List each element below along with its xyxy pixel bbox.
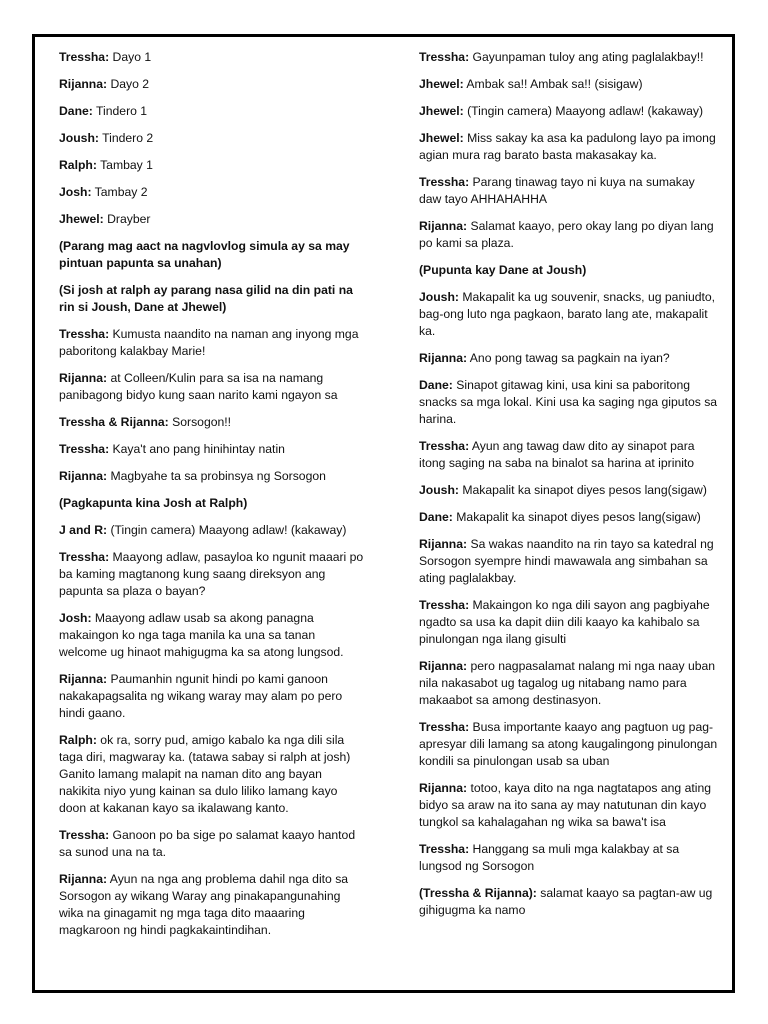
dialogue-line [419, 218, 719, 252]
dialogue-line [59, 326, 364, 360]
dialogue-line [59, 370, 364, 404]
dialogue-text: Gayunpaman tuloy ang ating paglalakbay!! [469, 50, 704, 64]
speaker-name: Rijanna: [419, 781, 468, 795]
speaker-name: Joush: [419, 290, 459, 304]
stage-direction [59, 282, 364, 316]
stage-direction-text: (Parang mag aact na nagvlovlog simula ay sa may pintuan papunta sa unahan) [59, 239, 350, 270]
speaker-name: Rijanna: [419, 351, 468, 365]
dialogue-line [419, 103, 719, 120]
dialogue-text: Makaingon ko nga dili sayon ang pagbiyahe ngadto sa usa ka dapit diin dili kaayo ka kahibalo sa pinulongan nga ilang gisulti [419, 598, 710, 646]
dialogue-text: Makapalit ka ug souvenir, snacks, ug paniudto, bag-ong luto nga pagkaon, barato lang ate, makapalit ka. [419, 290, 716, 338]
dialogue-line [59, 827, 364, 861]
dialogue-text: Sa wakas naandito na rin tayo sa katedral ng Sorsogon syempre hindi mawawala ang simbahan sa ating paglalakbay. [419, 537, 714, 585]
dialogue-line [419, 658, 719, 709]
speaker-name: Jhewel: [419, 104, 464, 118]
stage-direction [59, 238, 364, 272]
speaker-name: Ralph: [59, 158, 97, 172]
speaker-name: Rijanna: [59, 672, 108, 686]
speaker-name: J and R: [59, 523, 108, 537]
speaker-name: Joush: [419, 483, 459, 497]
dialogue-line [419, 174, 719, 208]
dialogue-line [419, 130, 719, 164]
dialogue-line [59, 76, 364, 93]
dialogue-text: Tambay 2 [91, 185, 148, 199]
dialogue-line [59, 414, 364, 431]
dialogue-line [419, 438, 719, 472]
dialogue-text: Ayun na nga ang problema dahil nga dito sa Sorsogon ay wikang Waray ang pinakapangunahing wika na ginagamit ng mga taga dito maaaring magkaroon ng hindi pagkakaintindihan. [59, 872, 349, 937]
speaker-name: Dane: [419, 378, 453, 392]
dialogue-line [419, 377, 719, 428]
speaker-name: Tressha: [419, 175, 470, 189]
speaker-name: (Tressha & Rijanna): [419, 886, 537, 900]
dialogue-text: (Tingin camera) Maayong adlaw! (kakaway) [107, 523, 347, 537]
speaker-name: Tressha: [59, 442, 110, 456]
speaker-name: Josh: [59, 611, 92, 625]
dialogue-line [419, 76, 719, 93]
speaker-name: Tressha: [419, 842, 470, 856]
dialogue-line [59, 157, 364, 174]
dialogue-text: at Colleen/Kulin para sa isa na namang panibagong bidyo kung saan narito kami ngayon sa [59, 371, 338, 402]
speaker-name: Tressha: [59, 327, 110, 341]
dialogue-line [59, 49, 364, 66]
speaker-name: Tressha: [419, 50, 470, 64]
dialogue-text: totoo, kaya dito na nga nagtatapos ang ating bidyo sa araw na ito sana ay may natutunan din kayo tungkol sa kahalagahan ng wika sa bawa't isa [419, 781, 712, 829]
dialogue-line [419, 509, 719, 526]
speaker-name: Rijanna: [59, 872, 108, 886]
dialogue-text: Ano pong tawag sa pagkain na iyan? [467, 351, 670, 365]
dialogue-text: Kaya't ano pang hinihintay natin [109, 442, 285, 456]
dialogue-line [419, 536, 719, 587]
speaker-name: Rijanna: [419, 659, 468, 673]
dialogue-text: Salamat kaayo, pero okay lang po diyan lang po kami sa plaza. [419, 219, 714, 250]
dialogue-text: Tindero 1 [92, 104, 148, 118]
dialogue-text: Maayong adlaw, pasayloa ko ngunit maaari po ba kaming magtanong kung saang direksyon ang papunta sa plaza o bayan? [59, 550, 364, 598]
stage-direction [59, 495, 364, 512]
dialogue-text: Ambak sa!! Ambak sa!! (sisigaw) [463, 77, 643, 91]
dialogue-text: Hanggang sa muli mga kalakbay at sa lungsod ng Sorsogon [419, 842, 680, 873]
stage-direction-text: (Si josh at ralph ay parang nasa gilid na din pati na rin si Joush, Dane at Jhewel) [59, 283, 353, 314]
dialogue-text: pero nagpasalamat nalang mi nga naay uban nila nakasabot ug tagalog ug nitabang namo para makaabot sa among destinasyon. [419, 659, 716, 707]
stage-direction-text: (Pupunta kay Dane at Joush) [419, 263, 587, 277]
speaker-name: Dane: [419, 510, 453, 524]
dialogue-text: (Tingin camera) Maayong adlaw! (kakaway) [463, 104, 704, 118]
dialogue-text: Ganoon po ba sige po salamat kaayo hantod sa sunod una na ta. [59, 828, 356, 859]
document-frame [32, 34, 735, 993]
dialogue-line [59, 211, 364, 228]
dialogue-line [59, 871, 364, 939]
speaker-name: Jhewel: [419, 131, 464, 145]
dialogue-text: Sorsogon!! [168, 415, 232, 429]
dialogue-line [59, 522, 364, 539]
dialogue-text: Tambay 1 [96, 158, 153, 172]
speaker-name: Tressha: [59, 50, 110, 64]
dialogue-line [59, 441, 364, 458]
dialogue-line [59, 732, 364, 817]
stage-direction [419, 262, 719, 279]
dialogue-text: Busa importante kaayo ang pagtuon ug pag-apresyar dili lamang sa atong kaugalingong pinulongan kondili sa pinulongan usab sa uban [419, 720, 718, 768]
speaker-name: Rijanna: [59, 371, 108, 385]
speaker-name: Rijanna: [59, 77, 108, 91]
dialogue-line [419, 597, 719, 648]
dialogue-text: Dayo 1 [109, 50, 152, 64]
dialogue-line [419, 841, 719, 875]
dialogue-text: Drayber [103, 212, 151, 226]
dialogue-text: Tindero 2 [98, 131, 154, 145]
speaker-name: Rijanna: [59, 469, 108, 483]
speaker-name: Rijanna: [419, 219, 468, 233]
dialogue-line [419, 719, 719, 770]
dialogue-text: Miss sakay ka asa ka padulong layo pa imong agian mura rag barato basta makasakay ka. [419, 131, 716, 162]
speaker-name: Jhewel: [59, 212, 104, 226]
dialogue-line [419, 49, 719, 66]
dialogue-text: Maayong adlaw usab sa akong panagna makaingon ko nga taga manila ka una sa tanan welcome ug hinaot mahigugma ka sa atong lungsod. [59, 611, 344, 659]
dialogue-text: Kumusta naandito na naman ang inyong mga paboritong kalakbay Marie! [59, 327, 359, 358]
speaker-name: Tressha: [59, 550, 110, 564]
dialogue-text: Dayo 2 [107, 77, 150, 91]
speaker-name: Tressha: [419, 598, 470, 612]
dialogue-line [419, 289, 719, 340]
dialogue-text: ok ra, sorry pud, amigo kabalo ka nga dili sila taga diri, magwaray ka. (tatawa sabay si ralph at josh) Ganito lamang malapit na naman dito ang bayan nakikita niyo yung kainan sa dulo liliko lamang kayo doon at kakanan kayo sa ikalawang kanto. [59, 733, 351, 815]
dialogue-text: Ayun ang tawag daw dito ay sinapot para itong saging na saba na binalot sa harina at iprinito [419, 439, 695, 470]
speaker-name: Tressha: [419, 720, 470, 734]
stage-direction-text: (Pagkapunta kina Josh at Ralph) [59, 496, 248, 510]
dialogue-text: Parang tinawag tayo ni kuya na sumakay daw tayo AHHAHAHHA [419, 175, 695, 206]
speaker-name: Ralph: [59, 733, 97, 747]
dialogue-line [59, 610, 364, 661]
speaker-name: Tressha & Rijanna: [59, 415, 169, 429]
right-column [419, 49, 719, 929]
speaker-name: Joush: [59, 131, 99, 145]
speaker-name: Rijanna: [419, 537, 468, 551]
speaker-name: Tressha: [59, 828, 110, 842]
dialogue-line [419, 482, 719, 499]
dialogue-line [59, 130, 364, 147]
dialogue-line [419, 350, 719, 367]
dialogue-text: salamat kaayo sa pagtan-aw ug gihigugma ka namo [419, 886, 713, 917]
dialogue-line [59, 671, 364, 722]
dialogue-text: Sinapot gitawag kini, usa kini sa paboritong snacks sa mga lokal. Kini usa ka saging nga giputos sa harina. [419, 378, 718, 426]
dialogue-text: Makapalit ka sinapot diyes pesos lang(sigaw) [452, 510, 701, 524]
speaker-name: Tressha: [419, 439, 470, 453]
dialogue-line [419, 780, 719, 831]
dialogue-line [419, 885, 719, 919]
dialogue-line [59, 103, 364, 120]
dialogue-line [59, 184, 364, 201]
dialogue-text: Magbyahe ta sa probinsya ng Sorsogon [107, 469, 326, 483]
dialogue-text: Paumanhin ngunit hindi po kami ganoon nakakapagsalita ng wikang waray may alam po pero hindi gaano. [59, 672, 343, 720]
speaker-name: Josh: [59, 185, 92, 199]
speaker-name: Dane: [59, 104, 93, 118]
dialogue-line [59, 468, 364, 485]
left-column [59, 49, 364, 949]
speaker-name: Jhewel: [419, 77, 464, 91]
dialogue-text: Makapalit ka sinapot diyes pesos lang(sigaw) [458, 483, 707, 497]
dialogue-line [59, 549, 364, 600]
